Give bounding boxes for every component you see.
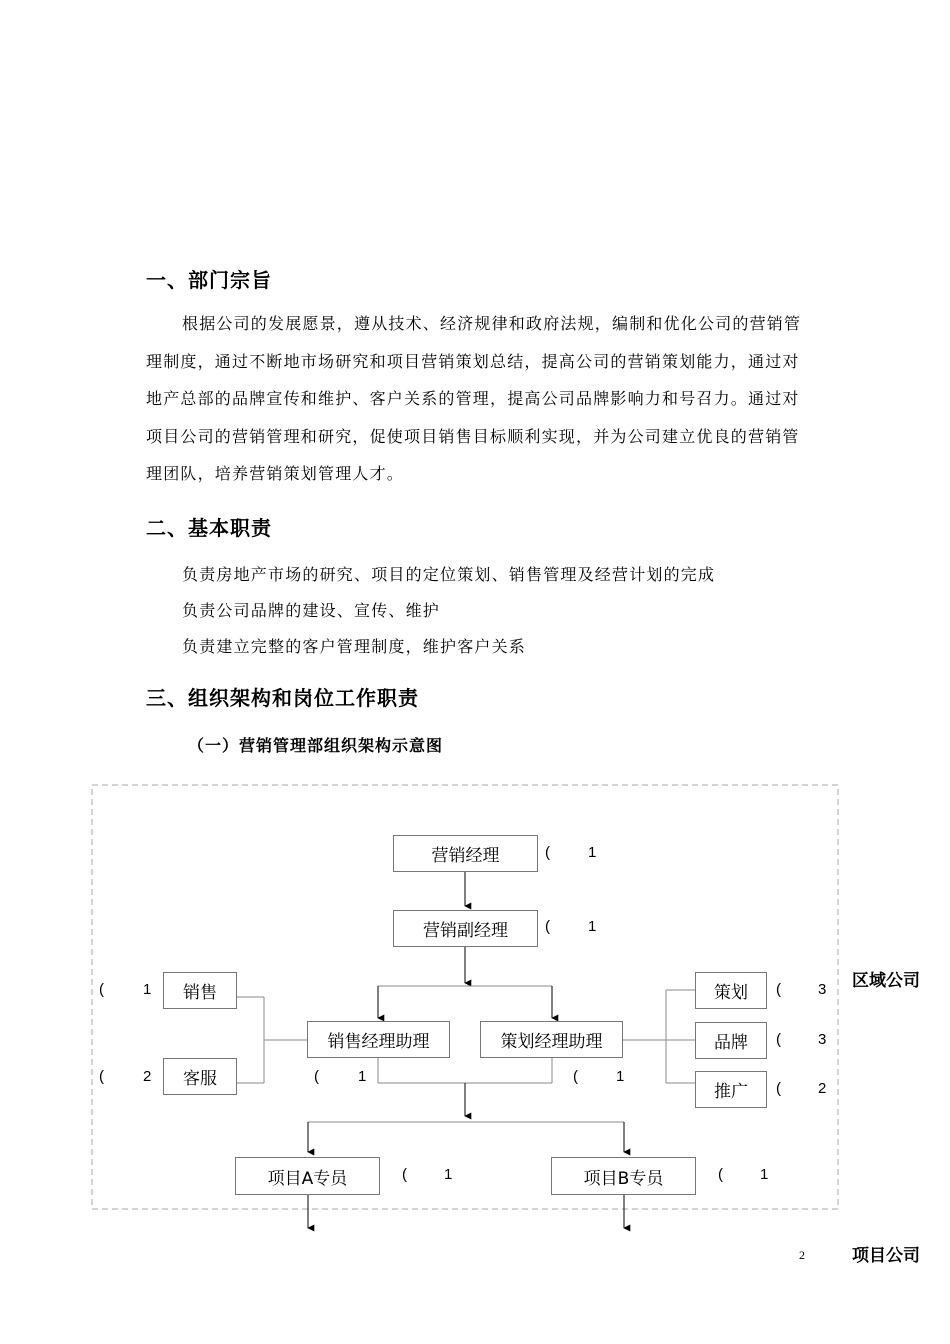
duty-item: 负责公司品牌的建设、宣传、维护 (182, 601, 441, 620)
count-brand: 3 (818, 1031, 827, 1048)
duty-item: 负责房地产市场的研究、项目的定位策划、销售管理及经营计划的完成 (182, 565, 716, 584)
section-heading-organization: 三、组织架构和岗位工作职责 (146, 686, 419, 710)
label-project-company: 项目公司 (852, 1246, 920, 1266)
sub-heading-org-chart: （一）营销管理部组织架构示意图 (188, 736, 444, 755)
count-planning: 3 (818, 981, 827, 998)
count-deputy: 1 (588, 918, 597, 935)
box-project-b-specialist: 项目B专员 (551, 1157, 696, 1195)
page-number: 2 (799, 1248, 805, 1262)
label-regional-company: 区域公司 (852, 971, 920, 991)
box-marketing-manager: 营销经理 (393, 835, 538, 872)
section-heading-duties: 二、基本职责 (146, 516, 272, 540)
box-planning: 策划 (695, 972, 767, 1009)
count-promotion: 2 (818, 1080, 827, 1097)
count-service: 2 (143, 1068, 152, 1085)
count-sales: 1 (143, 981, 152, 998)
paren-planning-assistant: ( (573, 1068, 578, 1085)
paren-service: ( (99, 1068, 104, 1085)
paren-promotion: ( (776, 1080, 781, 1097)
box-project-a-specialist: 项目A专员 (235, 1157, 380, 1195)
box-deputy-manager: 营销副经理 (393, 910, 538, 947)
paren-project-a: ( (402, 1166, 407, 1183)
count-project-b: 1 (760, 1166, 769, 1183)
duty-item: 负责建立完整的客户管理制度，维护客户关系 (182, 637, 527, 656)
box-sales: 销售 (163, 972, 237, 1009)
paren-brand: ( (776, 1031, 781, 1048)
paren-manager: ( (545, 844, 550, 861)
count-planning-assistant: 1 (616, 1068, 625, 1085)
paren-sales: ( (99, 981, 104, 998)
box-promotion: 推广 (695, 1071, 767, 1108)
paren-planning: ( (776, 981, 781, 998)
paren-project-b: ( (718, 1166, 723, 1183)
paren-deputy: ( (545, 918, 550, 935)
box-brand: 品牌 (695, 1022, 767, 1059)
count-sales-assistant: 1 (358, 1068, 367, 1085)
paren-sales-assistant: ( (314, 1068, 319, 1085)
box-customer-service: 客服 (163, 1058, 237, 1095)
section-heading-purpose: 一、部门宗旨 (146, 268, 272, 292)
count-manager: 1 (588, 844, 597, 861)
purpose-paragraph: 根据公司的发展愿景，遵从技术、经济规律和政府法规，编制和优化公司的营销管理制度，通过不断地市场研究和项目营销策划总结，提高公司的营销策划能力，通过对地产总部的品牌宣传和维护、客户关系的管理，提高公司品牌影响力和号召力。通过对项目公司的营销管理和研究，促使项目销售目标顺利实现，并为公司建立优良的营销管理团队，培养营销策划管理人才。 (146, 314, 802, 483)
count-project-a: 1 (444, 1166, 453, 1183)
box-planning-assistant: 策划经理助理 (480, 1021, 623, 1058)
box-sales-assistant: 销售经理助理 (307, 1021, 450, 1058)
